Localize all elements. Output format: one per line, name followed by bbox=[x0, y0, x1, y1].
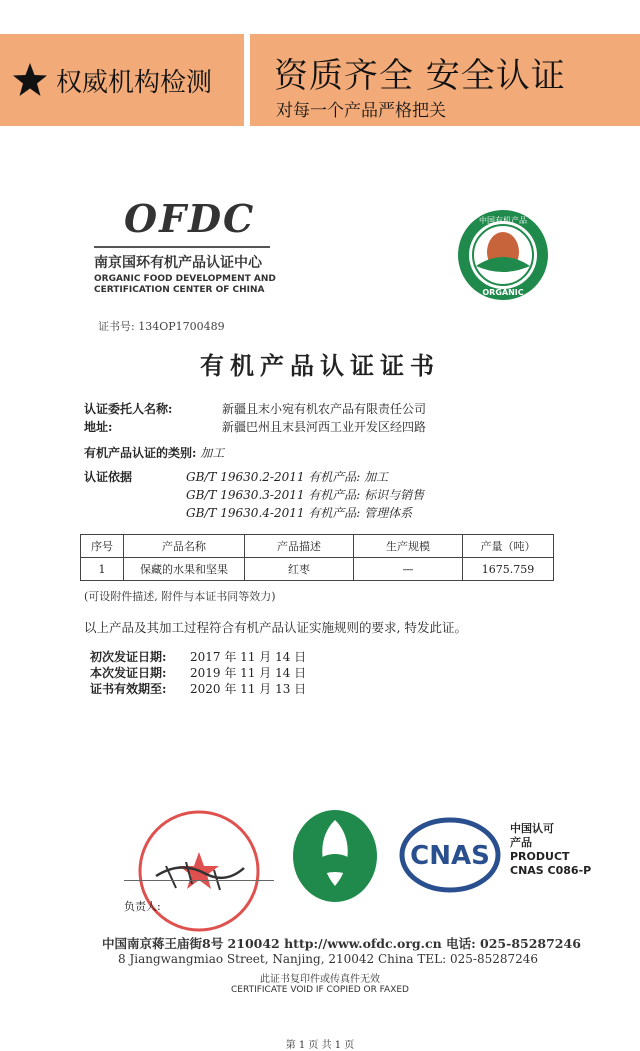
footer-address-cn: 中国南京蒋王庙街8号 210042 http://www.ofdc.org.cn 电话: 025-85287246 bbox=[102, 936, 581, 951]
banner-slogan-sub: 对每一个产品严格把关 bbox=[276, 101, 446, 121]
org-name-cn: 南京国环有机产品认证中心 bbox=[94, 255, 262, 271]
date-label: 初次发证日期: bbox=[90, 650, 167, 664]
category-value: 加工 bbox=[200, 446, 225, 460]
cnas-logo-text: CNAS bbox=[410, 841, 490, 871]
standard-item: GB/T 19630.4-2011 有机产品: 管理体系 bbox=[186, 506, 413, 520]
table-header-cell: 生产规模 bbox=[354, 535, 463, 558]
date-label: 证书有效期至: bbox=[90, 682, 167, 696]
cnas-line: 中国认可 bbox=[510, 822, 554, 835]
client-row bbox=[84, 400, 172, 417]
date-label: 本次发证日期: bbox=[90, 666, 167, 680]
product-table bbox=[80, 534, 554, 581]
date-row bbox=[90, 664, 307, 681]
certificate-title: 有机产品认证证书 bbox=[200, 351, 440, 380]
logo-divider bbox=[94, 246, 270, 248]
organic-seal-icon bbox=[456, 208, 550, 302]
certificate-number: 证书号: 134OP1700489 bbox=[98, 320, 225, 333]
table-header-cell: 产品名称 bbox=[124, 535, 245, 558]
table-header-cell: 序号 bbox=[81, 535, 124, 558]
footer-address-en: 8 Jiangwangmiao Street, Nanjing, 210042 China TEL: 025-85287246 bbox=[118, 952, 539, 966]
client-value: 新疆且末小宛有机农产品有限责任公司 bbox=[222, 402, 427, 416]
page-number: 第 1 页 共 1 页 bbox=[285, 1040, 355, 1051]
table-header-cell: 产品描述 bbox=[245, 535, 354, 558]
header-banner bbox=[0, 34, 640, 126]
table-header-row bbox=[81, 535, 554, 558]
address-label: 地址: bbox=[84, 420, 113, 434]
date-row bbox=[90, 648, 307, 665]
address-value: 新疆巴州且末县河西工业开发区经四路 bbox=[222, 420, 427, 434]
official-seal-icon bbox=[136, 808, 262, 934]
table-row bbox=[81, 558, 554, 581]
category-label: 有机产品认证的类别: bbox=[84, 446, 197, 460]
address-row bbox=[84, 418, 112, 435]
basis-row bbox=[84, 468, 132, 485]
basis-label: 认证依据 bbox=[84, 470, 133, 484]
cnas-line: 产品 bbox=[510, 836, 532, 849]
cnas-line: PRODUCT bbox=[510, 850, 570, 863]
org-name-en bbox=[94, 274, 276, 296]
cnas-line: CNAS C086-P bbox=[510, 864, 592, 877]
date-value: 2019 年 11 月 14 日 bbox=[190, 666, 307, 680]
cnas-logo-icon bbox=[398, 816, 502, 894]
attachment-note: (可设附件描述, 附件与本证书同等效力) bbox=[84, 590, 276, 603]
category-row bbox=[84, 444, 224, 461]
banner-tag: 权威机构检测 bbox=[56, 68, 213, 98]
organic-seal-cn: 中国有机产品 bbox=[479, 216, 527, 225]
table-header-cell: 产量（吨） bbox=[463, 535, 554, 558]
signature-line bbox=[124, 880, 274, 881]
date-row bbox=[90, 680, 307, 697]
banner-slogan: 资质齐全 安全认证 bbox=[274, 56, 566, 96]
void-notice-en: CERTIFICATE VOID IF COPIED OR FAXED bbox=[231, 985, 409, 995]
table-cell: 保藏的水果和坚果 bbox=[124, 558, 245, 581]
table-cell: 1675.759 bbox=[463, 558, 554, 581]
standard-item: GB/T 19630.3-2011 有机产品: 标识与销售 bbox=[186, 488, 425, 502]
cnas-accreditation bbox=[510, 822, 591, 878]
org-name-en-line1: ORGANIC FOOD DEVELOPMENT AND bbox=[94, 274, 276, 284]
client-label: 认证委托人名称: bbox=[84, 402, 173, 416]
responsible-label: 负责人: bbox=[124, 900, 161, 913]
standard-item: GB/T 19630.2-2011 有机产品: 加工 bbox=[186, 470, 389, 484]
table-cell: 1 bbox=[81, 558, 124, 581]
void-notice-cn: 此证书复印件或传真件无效 bbox=[260, 974, 380, 985]
banner-left-panel bbox=[0, 34, 244, 126]
star-icon bbox=[12, 62, 48, 98]
date-value: 2020 年 11 月 13 日 bbox=[190, 682, 307, 696]
ofdc-emblem-icon bbox=[290, 806, 380, 906]
date-value: 2017 年 11 月 14 日 bbox=[190, 650, 307, 664]
org-name-en-line2: CERTIFICATION CENTER OF CHINA bbox=[94, 285, 265, 295]
table-cell: — bbox=[354, 558, 463, 581]
ofdc-logo: OFDC bbox=[124, 196, 256, 241]
table-cell: 红枣 bbox=[245, 558, 354, 581]
compliance-statement: 以上产品及其加工过程符合有机产品认证实施规则的要求, 特发此证。 bbox=[84, 620, 467, 635]
organic-seal-en: ORGANIC bbox=[482, 288, 524, 297]
